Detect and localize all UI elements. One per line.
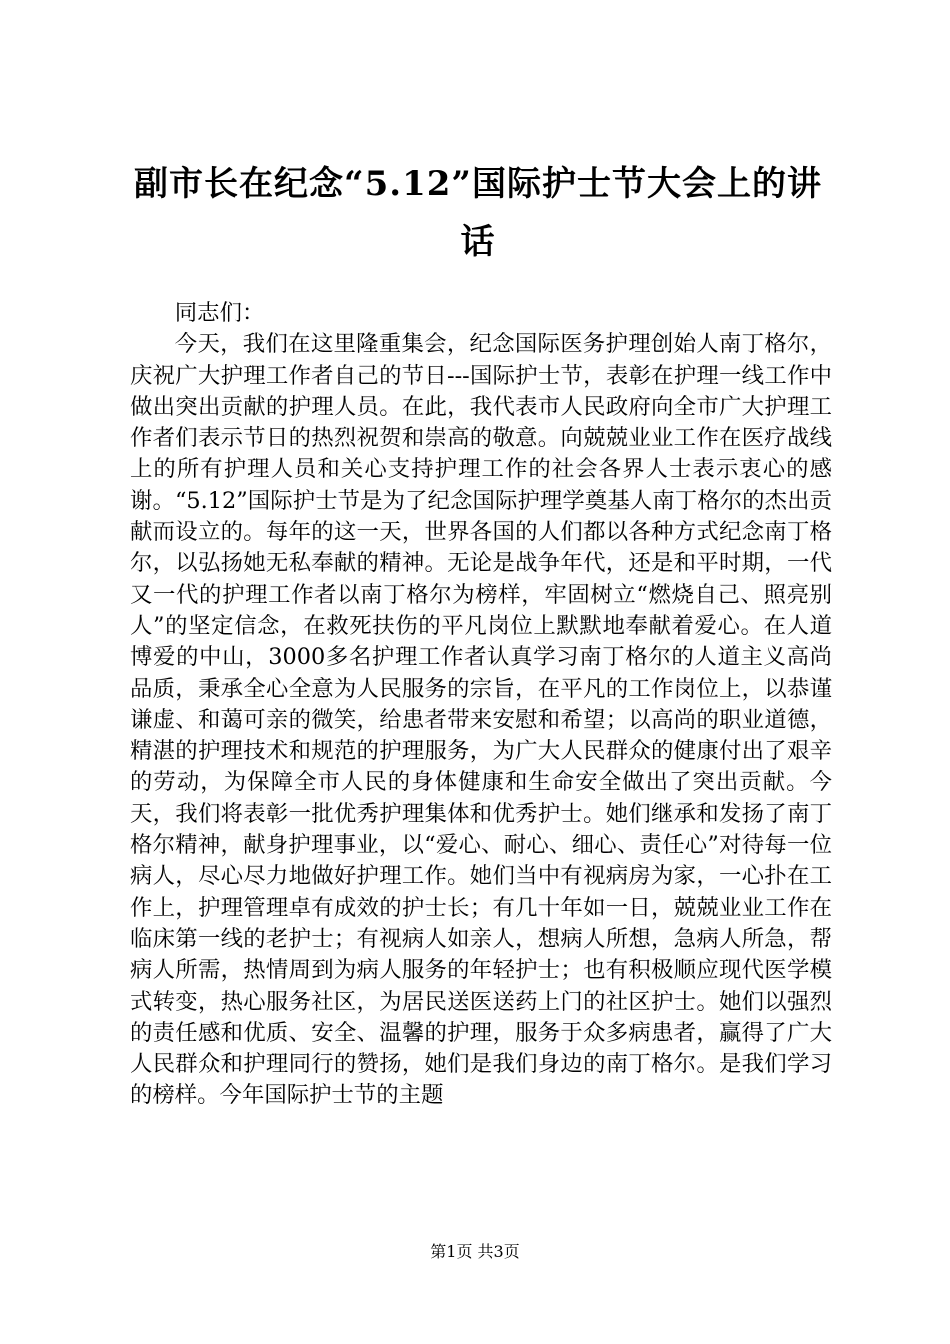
salutation: 同志们：: [174, 300, 265, 326]
document-body: [130, 298, 832, 1112]
document-title: 副市长在纪念“5.12”国际护士节大会上的讲话: [134, 164, 822, 262]
body-paragraph: 今天，我们在这里隆重集会，纪念国际医务护理创始人南丁格尔，庆祝广大护理工作者自己的节日---国际护士节，表彰在护理一线工作中做出突出贡献的护理人员。在此，我代表市人民政府向全市广大护理工作者们表示节日的热烈祝贺和崇高的敬意。向兢兢业业工作在医疗战线上的所有护理人员和关心支持护理工作的社会各界人士表示衷心的感谢。“5.12”国际护士节是为了纪念国际护理学奠基人南丁格尔的杰出贡献而设立的。每年的这一天，世界各国的人们都以各种方式纪念南丁格尔，以弘扬她无私奉献的精神。无论是战争年代，还是和平时期，一代又一代的护理工作者以南丁格尔为榜样，牢固树立“燃烧自己、照亮别人”的坚定信念，在救死扶伤的平凡岗位上默默地奉献着爱心。在人道博爱的中山，3000多名护理工作者认真学习南丁格尔的人道主义高尚品质，秉承全心全意为人民服务的宗旨，在平凡的工作岗位上，以恭谨谦虚、和蔼可亲的微笑，给患者带来安慰和希望；以高尚的职业道德，精湛的护理技术和规范的护理服务，为广大人民群众的健康付出了艰辛的劳动，为保障全市人民的身体健康和生命安全做出了突出贡献。今天，我们将表彰一批优秀护理集体和优秀护士。她们继承和发扬了南丁格尔精神，献身护理事业，以“爱心、耐心、细心、责任心”对待每一位病人，尽心尽力地做好护理工作。她们当中有视病房为家，一心扑在工作上，护理管理卓有成效的护士长；有几十年如一日，兢兢业业工作在临床第一线的老护士；有视病人如亲人，想病人所想，急病人所急，帮病人所需，热情周到为病人服务的年轻护士；也有积极顺应现代医学模式转变，热心服务社区，为居民送医送药上门的社区护士。她们以强烈的责任感和优质、安全、温馨的护理，服务于众多病患者，赢得了广大人民群众和护理同行的赞扬，她们是我们身边的南丁格尔。是我们学习的榜样。今年国际护士节的主题: [130, 331, 832, 1109]
page-footer: 第1页 共3页: [430, 1242, 520, 1261]
